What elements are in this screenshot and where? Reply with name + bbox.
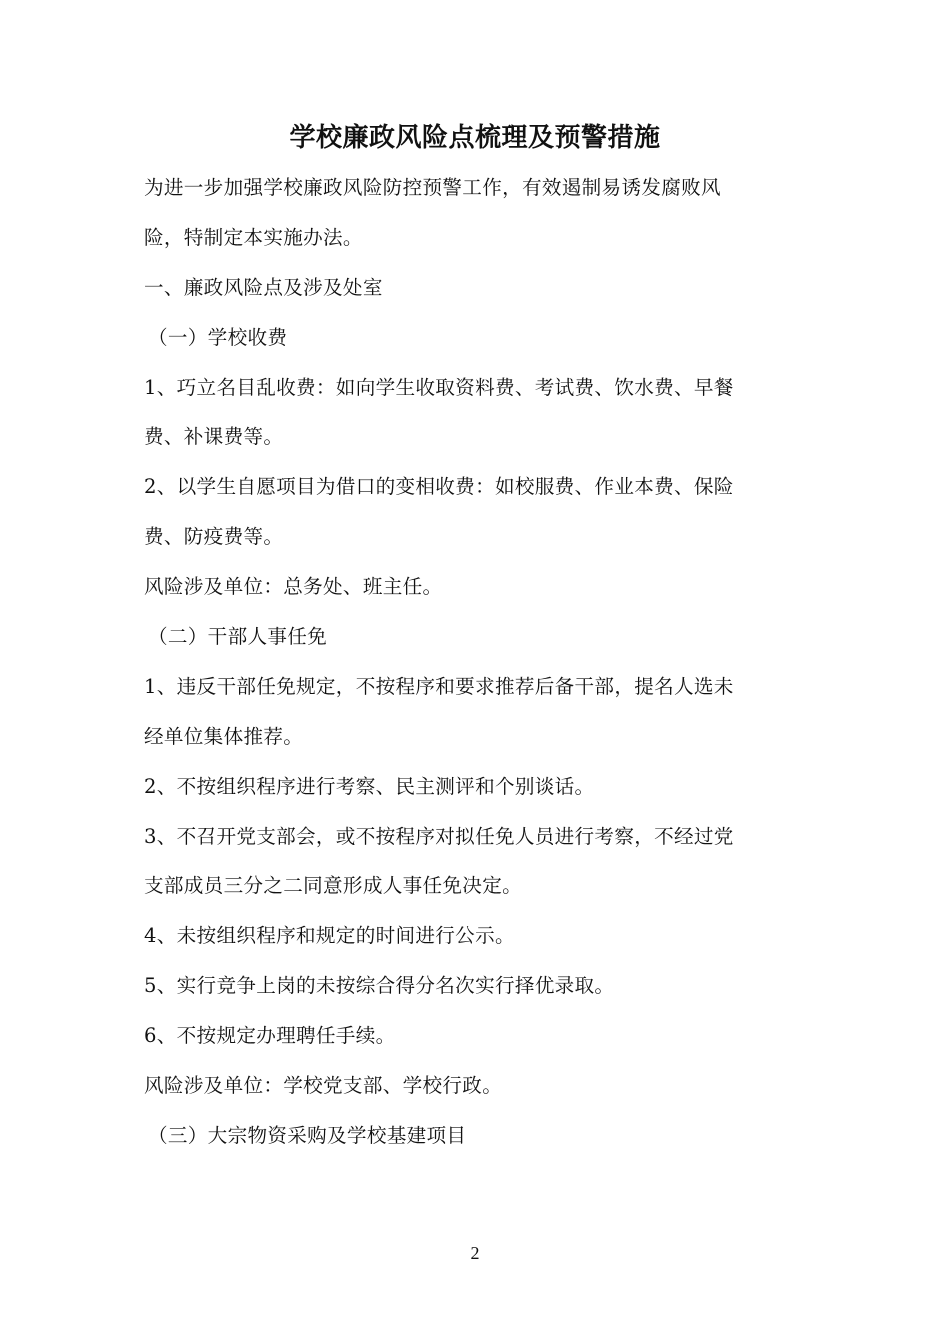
page-number: 2 [470, 1243, 480, 1263]
paragraph-line: 支部成员三分之二同意形成人事任免决定。 [144, 874, 522, 898]
paragraph-line: 1、违反干部任免规定，不按程序和要求推荐后备干部，提名人选未 [144, 674, 734, 698]
paragraph-line: 经单位集体推荐。 [144, 724, 304, 748]
paragraph-line: 费、补课费等。 [144, 425, 284, 449]
paragraph-line: 为进一步加强学校廉政风险防控预警工作，有效遏制易诱发腐败风 [144, 176, 721, 199]
paragraph-line: 1、巧立名目乱收费：如向学生收取资料费、考试费、饮水费、早餐 [144, 375, 734, 399]
paragraph-line: 6、不按规定办理聘任手续。 [144, 1024, 396, 1048]
paragraph-line: 2、不按组织程序进行考察、民主测评和个别谈话。 [144, 774, 595, 798]
subsection-heading: （三）大宗物资采购及学校基建项目 [148, 1123, 467, 1147]
paragraph-line: 费、防疫费等。 [144, 525, 284, 549]
document-body [144, 163, 806, 1161]
page-title: 学校廉政风险点梳理及预警措施 [289, 123, 661, 153]
paragraph-line: 5、实行竞争上岗的未按综合得分名次实行择优录取。 [144, 974, 615, 998]
paragraph-line: 4、未按组织程序和规定的时间进行公示。 [144, 924, 515, 948]
paragraph-line: 风险涉及单位：总务处、班主任。 [144, 575, 443, 599]
section-heading: 一、廉政风险点及涉及处室 [144, 275, 383, 299]
paragraph-line: 2、以学生自愿项目为借口的变相收费：如校服费、作业本费、保险 [144, 475, 734, 499]
paragraph-line: 险，特制定本实施办法。 [144, 225, 363, 249]
subsection-heading: （二）干部人事任免 [148, 625, 328, 649]
paragraph-line: 3、不召开党支部会，或不按程序对拟任免人员进行考察，不经过党 [144, 824, 734, 848]
subsection-heading: （一）学校收费 [148, 325, 288, 349]
paragraph-line: 风险涉及单位：学校党支部、学校行政。 [144, 1074, 503, 1098]
